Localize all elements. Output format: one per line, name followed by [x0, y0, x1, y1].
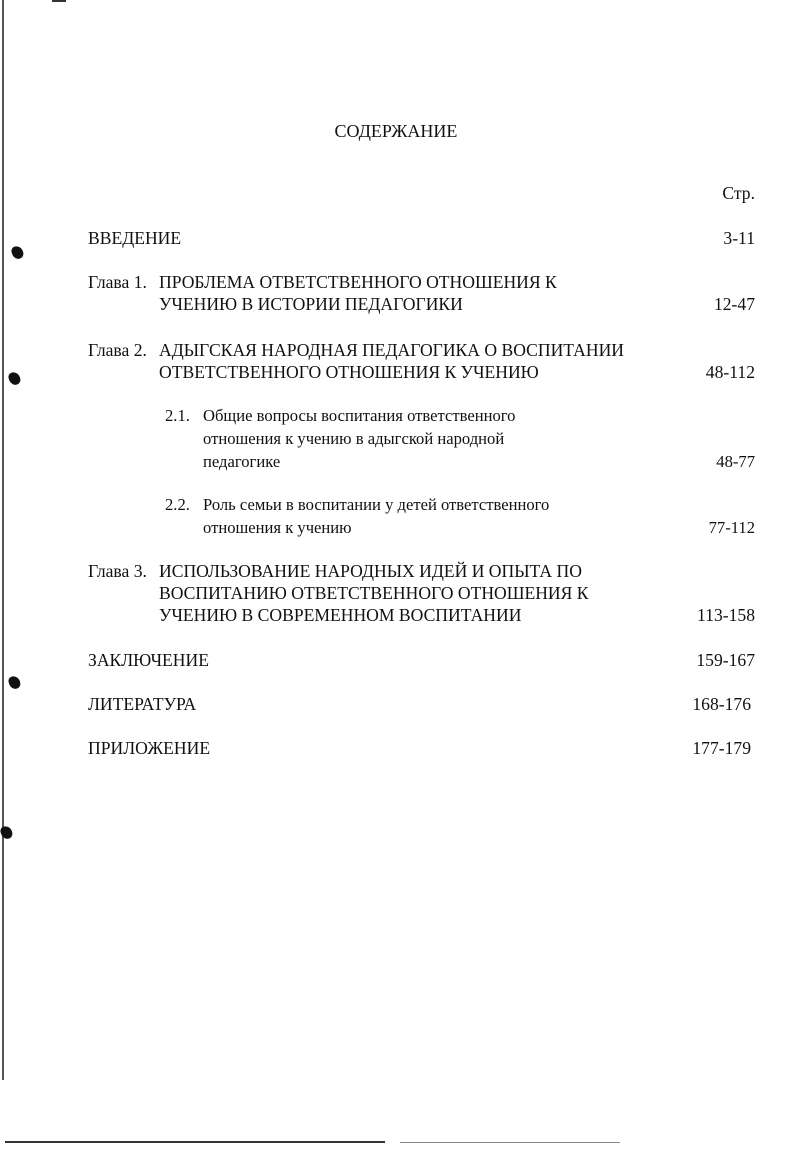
binding-hole-mark — [7, 675, 22, 691]
section-label: 2.1. — [165, 406, 190, 425]
binding-hole-mark — [7, 371, 22, 387]
scan-edge-line — [2, 0, 4, 1080]
section-title-line: отношения к учению в адыгской народной — [203, 429, 505, 448]
section-title-line: отношения к учению — [203, 518, 352, 537]
toc-entry-pages: 3-11 — [723, 228, 755, 248]
binding-hole-mark — [10, 245, 25, 261]
chapter-title-line: ОТВЕТСТВЕННОГО ОТНОШЕНИЯ К УЧЕНИЮ — [159, 362, 539, 382]
page-column-label: Стр. — [722, 183, 755, 203]
scan-bottom-line-faint — [400, 1142, 620, 1143]
toc-entry-pages: 159-167 — [696, 650, 755, 670]
toc-entry-pages: 48-77 — [716, 452, 755, 471]
toc-heading: СОДЕРЖАНИЕ — [334, 121, 458, 141]
chapter-label: Глава 1. — [88, 272, 147, 292]
toc-entry-conclusion: ЗАКЛЮЧЕНИЕ — [88, 650, 209, 670]
toc-entry-pages: 12-47 — [713, 294, 755, 314]
toc-entry-pages: 48-112 — [705, 362, 755, 382]
toc-entry-appendix: ПРИЛОЖЕНИЕ — [88, 738, 211, 758]
chapter-title-line: ВОСПИТАНИЮ ОТВЕТСТВЕННОГО ОТНОШЕНИЯ К — [159, 583, 589, 603]
chapter-title-line: ИСПОЛЬЗОВАНИЕ НАРОДНЫХ ИДЕЙ И ОПЫТА ПО — [159, 561, 582, 581]
chapter-title-line: УЧЕНИЮ В СОВРЕМЕННОМ ВОСПИТАНИИ — [159, 605, 522, 625]
toc-entry-pages: 77-112 — [708, 518, 755, 537]
section-title-line: Общие вопросы воспитания ответственного — [203, 406, 516, 425]
chapter-title-line: ПРОБЛЕМА ОТВЕТСТВЕННОГО ОТНОШЕНИЯ К — [159, 272, 557, 292]
toc-entry-literature: ЛИТЕРАТУРА — [88, 694, 197, 714]
section-title-line: Роль семьи в воспитании у детей ответственного — [203, 495, 550, 514]
chapter-title-line: АДЫГСКАЯ НАРОДНАЯ ПЕДАГОГИКА О ВОСПИТАНИИ — [159, 340, 624, 360]
chapter-label: Глава 2. — [88, 340, 147, 360]
section-title-line: педагогике — [203, 452, 281, 471]
toc-entry-pages: 168-176 — [692, 694, 751, 714]
toc-entry-introduction: ВВЕДЕНИЕ — [88, 228, 182, 248]
toc-entry-pages: 177-179 — [692, 738, 751, 758]
toc-entry-pages: 113-158 — [697, 605, 755, 625]
scan-top-mark — [52, 0, 66, 2]
scan-bottom-line — [5, 1141, 385, 1143]
section-label: 2.2. — [165, 495, 190, 514]
chapter-label: Глава 3. — [88, 561, 147, 581]
chapter-title-line: УЧЕНИЮ В ИСТОРИИ ПЕДАГОГИКИ — [159, 294, 463, 314]
